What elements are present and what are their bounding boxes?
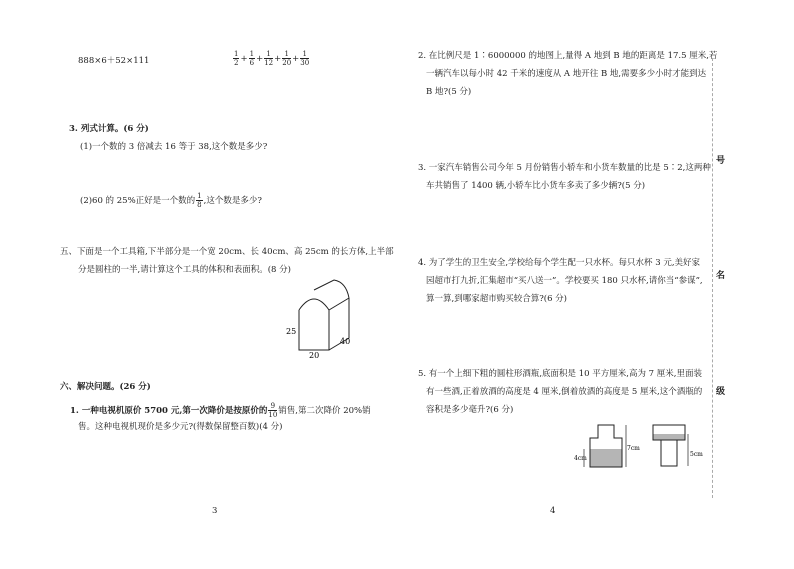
question-5-line-2: 分是圆柱的一半,请计算这个工具的体积和表面积。(8 分): [78, 265, 291, 275]
r-question-4-line-3: 算一算,到哪家超市购买较合算?(6 分): [426, 294, 568, 304]
section-6-title: 六、解决问题。(26 分): [60, 382, 151, 392]
question-6-1-line-1: [70, 402, 371, 419]
question-5-line-1: 五、下面是一个工具箱,下半部分是一个宽 20cm、长 40cm、高 25cm 的长方体,上半部: [60, 247, 394, 257]
q3-2-fraction: $\frac{1}{8}$: [197, 192, 202, 209]
bottle-inverted-height-label: 5cm: [690, 451, 703, 458]
fraction-term: $\frac{1}{6}$: [249, 50, 255, 67]
box-width-label: 20: [309, 351, 320, 360]
question-3-title: 3. 列式计算。(6 分): [69, 124, 149, 134]
r-question-4-line-1: 4. 为了学生的卫生安全,学校给每个学生配一只水杯。每只水杯 3 元,美好家: [418, 258, 701, 268]
plus-sign: +: [240, 54, 248, 64]
box-front: [299, 310, 329, 350]
fraction-term: $\frac{1}{12}$: [264, 50, 274, 67]
binding-label-1: 号: [714, 155, 724, 164]
q6-1-pre: 1. 一种电视机原价 5700 元,第一次降价是按原价的: [70, 406, 268, 416]
plus-sign: +: [274, 54, 282, 64]
r-question-2-line-3: B 地?(5 分): [426, 87, 472, 97]
r-question-2-line-2: 一辆汽车以每小时 42 千米的速度从 A 地开往 B 地,需要多少小时才能到达: [426, 69, 707, 79]
q6-1-fraction: $\frac{9}{10}$: [268, 402, 278, 419]
r-question-5-line-2: 有一些酒,正着放酒的高度是 4 厘米,倒着放酒的高度是 5 厘米,这个酒瓶的: [426, 387, 703, 397]
calc-expression-1: 888×6＋52×111: [78, 56, 150, 66]
box-height-label: 25: [286, 327, 297, 336]
question-3-2: [80, 192, 262, 209]
plus-sign: +: [256, 54, 264, 64]
r-question-4-line-2: 园超市打九折,汇集超市“买八送一”。学校要买 180 只水杯,请你当“参谋”,: [426, 276, 703, 286]
question-6-1-line-2: 售。这种电视机现价是多少元?(得数保留整百数)(4 分): [78, 422, 283, 432]
bottle-inverted-neck: [661, 440, 677, 466]
plus-sign: +: [292, 54, 300, 64]
q6-1-post: 销售,第二次降价 20%销: [278, 406, 371, 416]
bottle-upright-liquid: [590, 449, 622, 467]
r-question-5-line-1: 5. 有一个上细下粗的圆柱形酒瓶,底面积是 10 平方厘米,高为 7 厘米,里面装: [418, 369, 702, 379]
q3-2-post: ,这个数是多少?: [203, 196, 262, 206]
bottle-liquid-height-label: 4cm: [574, 455, 587, 462]
bottle-inverted-liquid-body: [653, 434, 685, 440]
box-length-label: 40: [340, 337, 351, 346]
calc-expression-2: [232, 50, 310, 67]
r-question-5-line-3: 容积是多少毫升?(6 分): [426, 405, 514, 415]
bottle-inverted-figure: [648, 420, 728, 480]
fraction-term: $\frac{1}{30}$: [300, 50, 310, 67]
half-cylinder-top: [314, 280, 349, 298]
fraction-term: $\frac{1}{2}$: [234, 50, 239, 67]
binding-label-3: 级: [714, 386, 724, 395]
r-question-3-line-2: 车共销售了 1400 辆,小轿车比小货车多卖了多少辆?(5 分): [426, 181, 646, 191]
fraction-term: $\frac{1}{20}$: [282, 50, 292, 67]
toolbox-figure: [284, 278, 364, 358]
q3-2-pre: (2)60 的 25%正好是一个数的: [80, 196, 196, 206]
page-number-right: 4: [550, 506, 556, 516]
r-question-2-line-1: 2. 在比例尺是 1∶6000000 的地图上,量得 A 地到 B 地的距离是 17.5 厘米,若: [418, 51, 718, 61]
page-number-left: 3: [212, 506, 218, 516]
binding-label-2: 名: [714, 270, 724, 279]
bottle-upright-figure: [576, 420, 656, 480]
bottle-total-height-label: 7cm: [627, 445, 640, 452]
half-cylinder-front: [299, 299, 329, 310]
question-3-1: (1)一个数的 3 倍减去 16 等于 38,这个数是多少?: [80, 142, 268, 152]
r-question-3-line-1: 3. 一家汽车销售公司今年 5 月份销售小轿车和小货车数量的比是 5∶2,这两种: [418, 163, 711, 173]
